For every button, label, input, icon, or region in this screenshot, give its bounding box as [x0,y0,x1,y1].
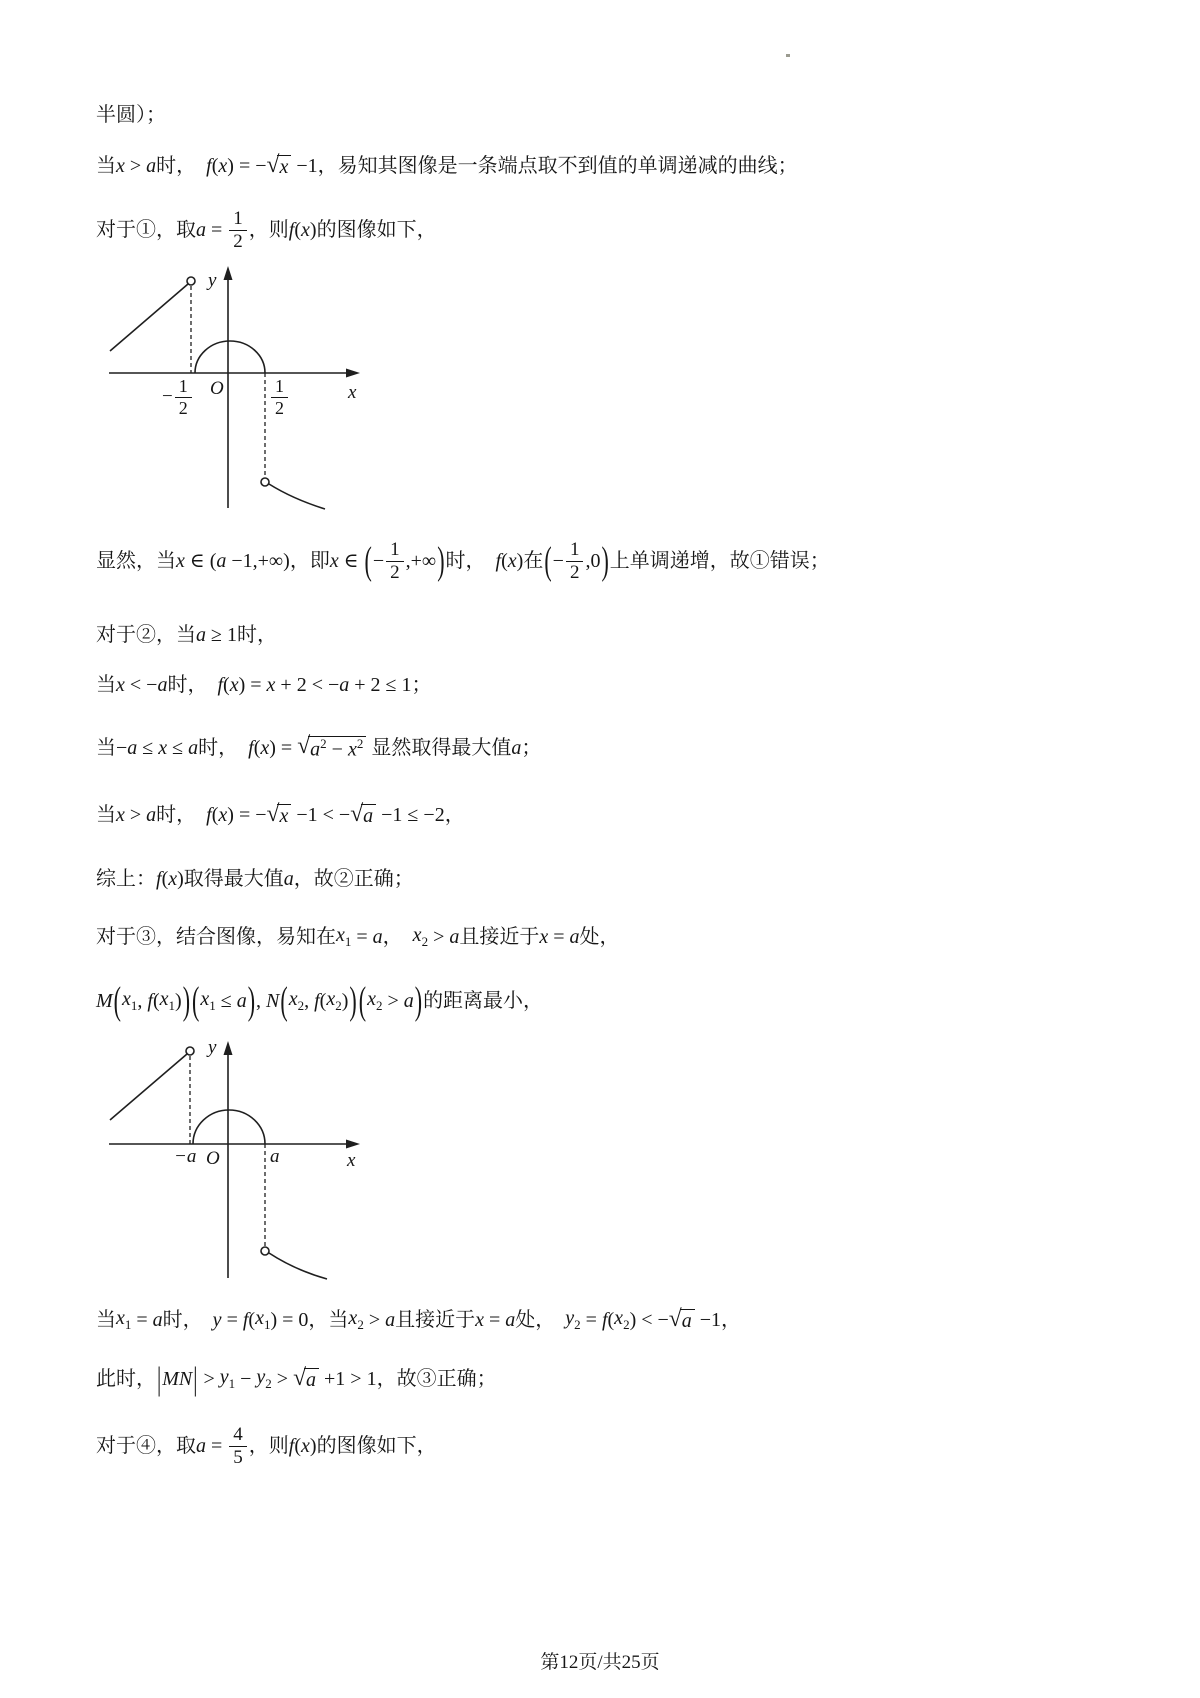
text-run: 且接近于 [459,925,540,948]
math-variable: $x_1$ [122,988,138,1014]
math-variable: a [403,989,414,1012]
text-run: ( [223,673,230,696]
text-run: −1， [694,1308,742,1331]
radical-sign: √ [266,151,280,178]
subscript: 1 [209,998,216,1014]
text-run: )取得最大值 [177,867,284,890]
math-variable: x [218,154,228,177]
text-run: 时， [198,736,249,759]
math-variable: f [288,218,295,241]
math-variable: x [301,1434,310,1457]
text-run: − [552,549,564,572]
text-run: 处， [579,925,620,948]
y-axis-arrow [224,266,233,280]
solution-line-x-lt-neg-a [96,663,432,707]
math-variable: a [196,218,206,241]
text-run: ) [175,989,182,1012]
fraction [229,1425,247,1468]
math-variable: a [363,804,374,827]
text-run: ( [501,549,508,572]
subscript: 1 [124,1317,132,1333]
math-variable: a [196,1434,206,1457]
line-segment [110,284,188,351]
text-run: ) = − [227,803,267,826]
text-run: )的图像如下， [309,218,437,241]
math-variable: x [116,673,125,696]
math-variable: $x_1$ [336,924,352,950]
math-variable: $x_2$ [367,988,383,1014]
math-variable: x [475,1308,484,1331]
math-variable: a [511,736,522,759]
function-graph-2 [90,1035,370,1285]
radical-sign: √ [350,800,364,827]
text-run: 当 [96,1308,116,1331]
math-variable: $y_2$ [256,1366,272,1392]
math-variable: a [196,623,206,646]
math-variable: a [146,154,157,177]
math-variable: a [283,867,294,890]
solution-line-case3 [96,917,620,957]
math-variable: x [116,803,125,826]
math-variable: f [288,1434,295,1457]
big-delimiter: ) [414,977,423,1023]
radicand [304,1368,319,1392]
text-run: ( [294,218,302,241]
subscript: 2 [574,1317,581,1333]
math-variable: MN [162,1367,193,1390]
solution-line-mn-distance [96,1356,497,1402]
text-run: ( [211,803,219,826]
solution-line-case4 [96,1416,437,1476]
decreasing-curve [269,1253,327,1279]
big-delimiter: ) [182,977,191,1023]
text-run: ,+∞ [405,549,437,572]
text-run: > [428,925,450,948]
text-run: ∈ [338,549,364,572]
fraction [566,540,584,583]
solution-line-mn-points [96,978,543,1024]
text-run: > [124,803,147,826]
text-run: ，则 [248,1434,289,1457]
text-run: −1 < − [291,803,351,826]
text-run: 时， [156,803,207,826]
text-run: 此时， [96,1367,156,1390]
math-variable: $x_2$ [412,924,429,950]
text-run: 综上： [96,867,156,890]
y-axis-label: y [208,1037,217,1058]
text-run: ( [248,1308,256,1331]
math-variable: x [539,925,549,948]
fraction [229,209,247,252]
text-run: ≤ [137,736,159,759]
math-variable: a [306,1368,317,1391]
math-variable: x [229,673,239,696]
text-run: ，故②正确； [293,867,414,890]
text-run: ≤ [167,736,189,759]
math-variable: a [188,736,199,759]
math-variable: $x_1$ [200,988,216,1014]
math-variable: a [310,738,321,761]
solution-line-semicircle [96,101,166,129]
text-run: ( [319,989,327,1012]
text-run: )在 [516,549,544,572]
math-variable: x [507,549,517,572]
open-endpoint-top [187,277,195,285]
math-variable: f [206,154,212,177]
math-variable: x [260,736,270,759]
text-run: 对于②，当 [96,623,196,646]
text-run: 上单调递增，故①错误； [609,549,830,572]
math-variable: x [176,549,185,572]
math-variable: $y_1$ [219,1366,236,1392]
subscript: 2 [357,1317,364,1333]
math-variable: a [127,736,138,759]
text-run: ， [382,925,413,948]
x-axis-label: x [347,1150,356,1171]
fraction [386,540,404,583]
y-axis-arrow [224,1041,233,1055]
math-variable: a [339,673,350,696]
solution-line-x-gt-a [96,793,465,837]
math-variable: $x_2$ [288,988,305,1014]
tick-label-neg-a: −a [174,1146,197,1167]
big-delimiter: ) [601,537,609,583]
decreasing-curve [269,484,325,509]
text-run: 显然，当 [96,549,176,572]
subscript: 2 [297,998,305,1014]
text-run: , [137,989,148,1012]
math-variable: N [266,989,280,1012]
text-run: 时， [445,549,496,572]
text-run: 对于①，取 [96,218,196,241]
text-run: , [256,989,267,1012]
math-variable: $x_2$ [326,988,342,1014]
tick-label-neg-half: − $\frac{1}{2}$ [162,377,194,418]
text-run: ≥ 1时， [206,623,277,646]
math-variable: a [449,925,460,948]
text-run: −1 ≤ −2， [376,803,465,826]
open-endpoint-bottom [261,478,269,486]
denominator: 5 [229,1446,247,1468]
math-variable: f [156,867,162,890]
solution-line-case2 [96,621,277,649]
text-run: 时， [162,1308,213,1331]
math-variable: x [158,736,168,759]
open-endpoint-bottom [261,1247,269,1255]
function-graph-2-canvas [90,1035,370,1285]
text-run: = [548,925,570,948]
big-delimiter: ) [349,977,357,1023]
subscript: 1 [130,998,138,1014]
math-variable: x [279,804,289,827]
text-run: ( [161,867,169,890]
text-run: +1 > 1，故③正确； [319,1367,497,1390]
text-run: − [235,1367,257,1390]
text-run: + 2 < − [275,673,340,696]
math-variable: x [301,218,310,241]
text-run: ( [152,989,160,1012]
text-run: 当 [96,673,116,696]
math-variable: f [206,803,212,826]
text-run: > [271,1367,294,1390]
radical-sign: √ [293,1364,307,1391]
subscript: 2 [421,934,429,950]
math-variable: f [495,549,502,572]
origin-label: O [206,1148,220,1169]
text-run: ,0 [585,549,601,572]
math-variable: a [146,803,157,826]
numerator: 1 [233,207,243,229]
function-graph-1 [90,260,370,515]
denominator: 2 [229,230,247,252]
math-variable: x [347,738,357,761]
radicand [680,1309,695,1333]
text-run: ∈ ( [184,549,217,572]
superscript: 2 [320,735,327,751]
math-variable: $y_2$ [565,1307,581,1333]
text-run: ( [253,736,261,759]
text-run: 时， [156,154,207,177]
text-run: ( [607,1308,615,1331]
text-run: ) [341,989,349,1012]
big-delimiter: | [157,1359,162,1397]
text-run: 半圆）； [96,103,166,126]
text-run: 当 [96,154,116,177]
text-run: 时， [167,673,218,696]
text-run: = [131,1308,153,1331]
text-run: ) < − [629,1308,669,1331]
math-variable: a [385,1308,396,1331]
denominator: 2 [386,561,404,583]
subscript: 1 [344,934,352,950]
radical [266,151,292,179]
semicircle [193,1110,265,1144]
text-run: 当 [96,803,116,826]
math-variable: f [147,989,153,1012]
solution-line-middle-branch [96,723,541,773]
function-graph-1-canvas [90,260,370,515]
math-variable: x [168,867,178,890]
text-run: ) = 0，当 [270,1308,349,1331]
subscript: 2 [265,1376,272,1392]
x-axis-arrow [346,1140,360,1149]
radical-sign: √ [297,732,311,759]
radical-sign: √ [668,1305,682,1332]
math-variable: $x_1$ [116,1307,132,1333]
line-segment [110,1054,187,1120]
math-variable: y [212,1308,222,1331]
math-variable: a [505,1308,516,1331]
math-variable: $x_1$ [159,988,176,1014]
text-run: = [206,218,228,241]
radicand [308,736,366,762]
denominator: 2 [566,561,584,583]
text-run: 对于③，结合图像，易知在 [96,925,336,948]
subscript: 2 [335,998,342,1014]
radicand [361,804,376,828]
big-delimiter: ( [544,537,552,583]
math-variable: a [216,549,227,572]
text-run: − [326,738,348,761]
text-run: 对于④，取 [96,1434,196,1457]
stray-mark [786,54,790,57]
radicand [277,155,291,179]
text-run: 显然取得最大值 [366,736,512,759]
math-variable: $x_1$ [255,1307,271,1333]
radical [350,800,376,828]
text-run: 且接近于 [395,1308,476,1331]
text-run: ) = [269,736,298,759]
tick-label-a: a [270,1146,280,1167]
x-axis-label: x [348,382,357,403]
semicircle [195,341,265,373]
text-run: > [124,154,147,177]
text-run: )的图像如下， [309,1434,437,1457]
math-variable: f [242,1308,249,1331]
radical [668,1305,695,1333]
math-variable: $x_2$ [348,1307,364,1333]
text-run: < − [124,673,158,696]
text-run: = [580,1308,602,1331]
text-run: −1，易知其图像是一条端点取不到值的单调递减的曲线； [291,154,798,177]
tick-label-half: $\frac{1}{2}$ [269,377,290,418]
big-delimiter: ) [247,977,256,1023]
text-run: ) = [238,673,267,696]
math-variable: a [569,925,580,948]
big-delimiter: | [193,1359,198,1397]
math-variable: f [601,1308,608,1331]
solution-line-case1-a-half [96,200,437,260]
radical [297,732,366,762]
math-variable: a [157,673,168,696]
text-run: = [351,925,373,948]
open-endpoint-top [186,1047,194,1055]
math-variable: a [152,1308,163,1331]
page-footer: 第12页/共25页 [540,1652,660,1673]
radical-sign: √ [266,800,280,827]
text-run: > [198,1367,220,1390]
text-run: > [382,989,404,1012]
math-variable: $x_2$ [614,1307,630,1333]
text-run: 的距离最小， [423,989,544,1012]
text-run: −1,+∞)，即 [226,549,330,572]
math-variable: f [314,989,320,1012]
math-variable: x [218,803,228,826]
text-run: ； [521,736,542,759]
big-delimiter: ( [192,977,200,1023]
math-variable: M [96,989,113,1012]
subscript: 2 [375,998,383,1014]
text-run: ) = − [227,154,267,177]
text-run: 处， [515,1308,566,1331]
text-run: ( [294,1434,302,1457]
big-delimiter: ( [358,977,367,1023]
radical [266,800,292,828]
math-variable: x [329,549,339,572]
numerator: 4 [233,1423,243,1445]
text-run: ，则 [248,218,289,241]
big-delimiter: ( [280,977,288,1023]
superscript: 2 [356,735,364,751]
origin-label: O [210,378,224,399]
radical [293,1364,319,1392]
big-delimiter: ) [437,537,445,583]
subscript: 2 [623,1317,630,1333]
text-run: 当− [96,736,128,759]
math-variable: x [266,673,276,696]
math-variable: f [248,736,254,759]
math-variable: a [236,989,247,1012]
math-variable: a [681,1309,692,1332]
solution-line-y-values [96,1298,741,1342]
subscript: 1 [228,1376,236,1392]
solution-line-x-gt-a-curve [96,144,798,188]
radicand [277,804,291,828]
text-run: , [304,989,315,1012]
y-axis-label: y [208,270,217,291]
math-variable: x [116,154,125,177]
text-run: ≤ [215,989,237,1012]
solution-line-conclusion-1 [96,528,830,594]
math-variable: a [372,925,383,948]
text-run: > [363,1308,386,1331]
x-axis-arrow [346,369,360,378]
text-run: = [221,1308,243,1331]
numerator: 1 [569,538,580,560]
subscript: 1 [263,1317,271,1333]
text-run: − [372,549,385,572]
text-run: + 2 ≤ 1； [349,673,432,696]
solution-line-conclusion-2 [96,857,414,901]
text-run: = [206,1434,228,1457]
big-delimiter: ( [364,537,372,583]
text-run: = [483,1308,506,1331]
text-run: ( [211,154,219,177]
math-variable: f [217,673,224,696]
big-delimiter: ( [113,977,121,1023]
subscript: 1 [168,998,176,1014]
math-variable: x [279,155,289,178]
numerator: 1 [390,538,400,560]
